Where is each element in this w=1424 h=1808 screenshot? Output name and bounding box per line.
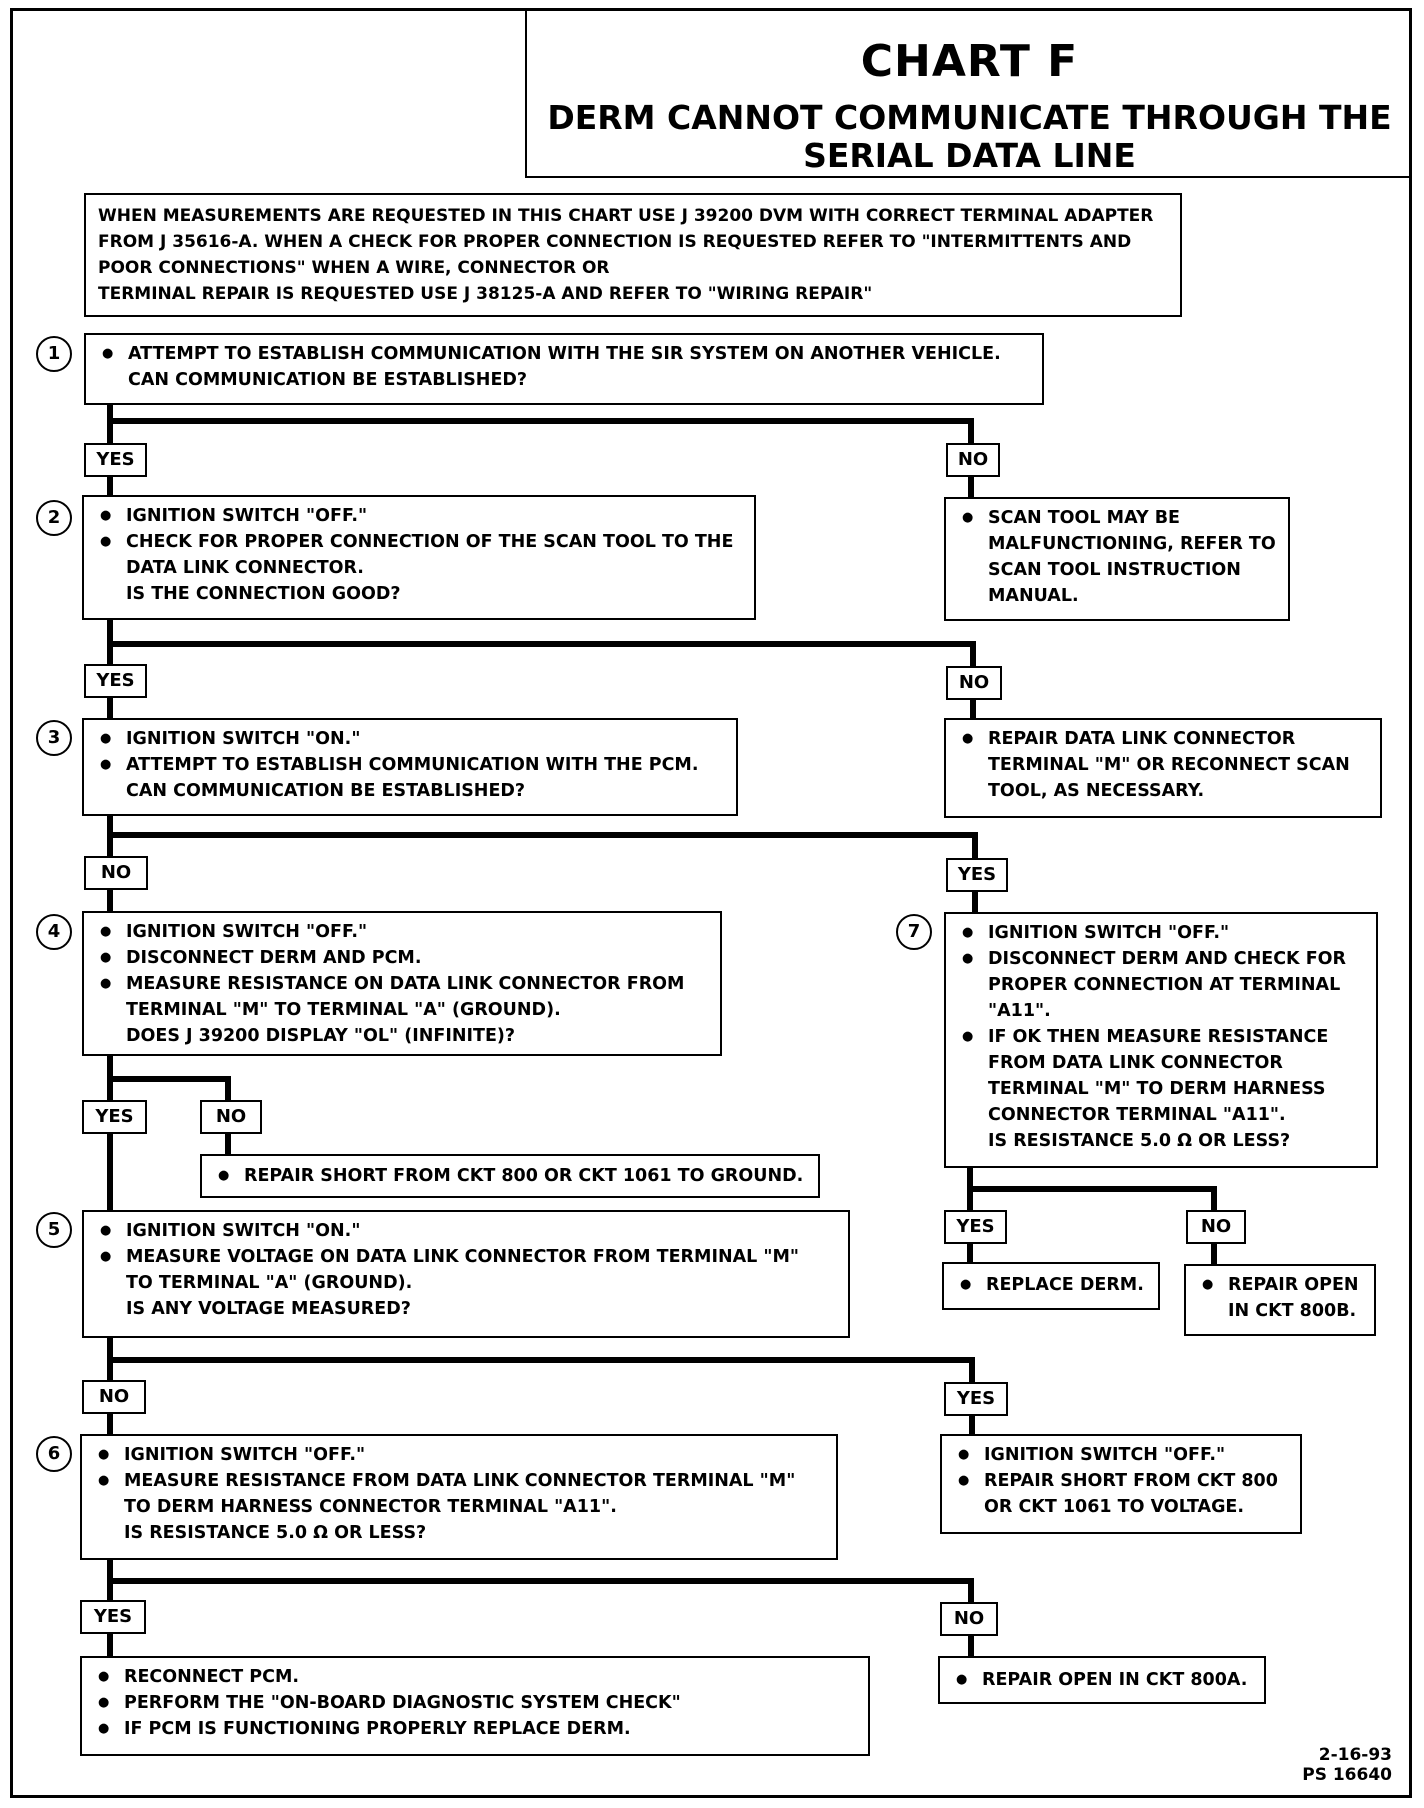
step-3-box: ● IGNITION SWITCH "ON." ● ATTEMPT TO ESTABLISH COMMUNICATION WITH THE PCM. CAN COMMUNICATION BE ESTABLISHED?	[82, 718, 738, 816]
step-4-no-box: ● REPAIR SHORT FROM CKT 800 OR CKT 1061 TO GROUND.	[200, 1154, 820, 1198]
step-7-box: ● IGNITION SWITCH "OFF." ● DISCONNECT DERM AND CHECK FOR PROPER CONNECTION AT TERMINAL "A11". ● IF OK THEN MEASURE RESISTANCE FROM DATA LINK CONNECTOR TERMINAL "M" TO DERM HARNESS CONNECTOR TERMINAL "A11". IS RESISTANCE 5.0 Ω OR LESS?	[944, 912, 1378, 1168]
step-6-yes-box: ● RECONNECT PCM. ● PERFORM THE "ON-BOARD DIAGNOSTIC SYSTEM CHECK" ● IF PCM IS FUNCTIONING PROPERLY REPLACE DERM.	[80, 1656, 870, 1756]
step-5-box: ● IGNITION SWITCH "ON." ● MEASURE VOLTAGE ON DATA LINK CONNECTOR FROM TERMINAL "M" TO TERMINAL "A" (GROUND). IS ANY VOLTAGE MEASURED?	[82, 1210, 850, 1338]
intro-note: WHEN MEASUREMENTS ARE REQUESTED IN THIS CHART USE J 39200 DVM WITH CORRECT TERMINAL ADAPTER FROM J 35616-A. WHEN A CHECK FOR PROPER CONNECTION IS REQUESTED REFER TO "INTERMITTENTS AND POOR CONNECTIONS" WHEN A WIRE, CONNECTOR OR TERMINAL REPAIR IS REQUESTED USE J 38125-A AND REFER TO "WIRING REPAIR"	[84, 193, 1182, 317]
connector	[107, 1132, 113, 1212]
connector	[107, 696, 113, 720]
step-6-box: ● IGNITION SWITCH "OFF." ● MEASURE RESISTANCE FROM DATA LINK CONNECTOR TERMINAL "M" TO DERM HARNESS CONNECTOR TERMINAL "A11". IS RESISTANCE 5.0 Ω OR LESS?	[80, 1434, 838, 1560]
document-code: 2-16-93 PS 16640	[1302, 1745, 1392, 1785]
bullet-2b: ● CHECK FOR PROPER CONNECTION OF THE SCAN TOOL TO THE DATA LINK CONNECTOR.	[94, 529, 744, 581]
connector	[1211, 1186, 1217, 1212]
yes-label: YES	[80, 1600, 146, 1634]
title-block	[525, 10, 1412, 178]
step-number-1: 1	[36, 336, 72, 372]
connector	[107, 641, 976, 647]
step-number-5: 5	[36, 1212, 72, 1248]
connector	[968, 418, 974, 443]
no-label: NO	[1186, 1210, 1246, 1244]
connector	[107, 832, 978, 838]
no-label: NO	[82, 1380, 146, 1414]
step-number-7: 7	[896, 914, 932, 950]
step-number-6: 6	[36, 1436, 72, 1472]
connector	[1211, 1242, 1217, 1264]
step-5-yes-box: ● IGNITION SWITCH "OFF." ● REPAIR SHORT FROM CKT 800 OR CKT 1061 TO VOLTAGE.	[940, 1434, 1302, 1534]
step-7-no-box: ● REPAIR OPEN IN CKT 800B.	[1184, 1264, 1376, 1336]
connector	[967, 1242, 973, 1264]
chart-title: CHART F	[860, 36, 1079, 87]
connector	[107, 1632, 113, 1658]
connector	[968, 1634, 974, 1658]
step-1-box: ● ATTEMPT TO ESTABLISH COMMUNICATION WITH THE SIR SYSTEM ON ANOTHER VEHICLE. CAN COMMUNICATION BE ESTABLISHED?	[84, 333, 1044, 405]
connector	[107, 1412, 113, 1436]
connector	[107, 1357, 975, 1363]
connector	[107, 1578, 974, 1584]
connector	[107, 888, 113, 912]
yes-label: YES	[946, 858, 1008, 892]
connector	[969, 1414, 975, 1436]
step-number-4: 4	[36, 914, 72, 950]
yes-label: YES	[944, 1210, 1007, 1244]
no-label: NO	[200, 1100, 262, 1134]
yes-label: YES	[944, 1382, 1008, 1416]
connector	[107, 475, 113, 497]
connector	[972, 832, 978, 860]
step-2-no-box: ● REPAIR DATA LINK CONNECTOR TERMINAL "M" OR RECONNECT SCAN TOOL, AS NECESSARY.	[944, 718, 1382, 818]
step-number-2: 2	[36, 500, 72, 536]
step-4-box: ● IGNITION SWITCH "OFF." ● DISCONNECT DERM AND PCM. ● MEASURE RESISTANCE ON DATA LINK CONNECTOR FROM TERMINAL "M" TO TERMINAL "A" (GROUND). DOES J 39200 DISPLAY "OL" (INFINITE)?	[82, 911, 722, 1056]
connector	[968, 475, 974, 497]
no-label: NO	[946, 443, 1000, 477]
connector	[972, 890, 978, 914]
chart-subtitle: DERM CANNOT COMMUNICATE THROUGH THE SERIAL DATA LINE	[547, 98, 1392, 175]
connector	[968, 1578, 974, 1604]
connector	[970, 698, 976, 720]
step-6-no-box: ● REPAIR OPEN IN CKT 800A.	[938, 1656, 1266, 1704]
connector	[225, 1076, 231, 1102]
no-label: NO	[940, 1602, 998, 1636]
connector	[225, 1132, 231, 1156]
step-2-box: ● IGNITION SWITCH "OFF." ● CHECK FOR PROPER CONNECTION OF THE SCAN TOOL TO THE DATA LINK CONNECTOR. IS THE CONNECTION GOOD?	[82, 495, 756, 620]
connector	[970, 641, 976, 666]
no-label: NO	[946, 666, 1002, 700]
yes-label: YES	[82, 1100, 147, 1134]
yes-label: YES	[84, 664, 147, 698]
yes-label: YES	[84, 443, 147, 477]
step-1-no-box: ● SCAN TOOL MAY BE MALFUNCTIONING, REFER TO SCAN TOOL INSTRUCTION MANUAL.	[944, 497, 1290, 621]
connector	[107, 418, 974, 424]
connector	[107, 1076, 231, 1082]
step-7-yes-box: ● REPLACE DERM.	[942, 1262, 1160, 1310]
connector	[967, 1186, 1217, 1192]
no-label: NO	[84, 856, 148, 890]
step-number-3: 3	[36, 720, 72, 756]
connector	[969, 1357, 975, 1383]
